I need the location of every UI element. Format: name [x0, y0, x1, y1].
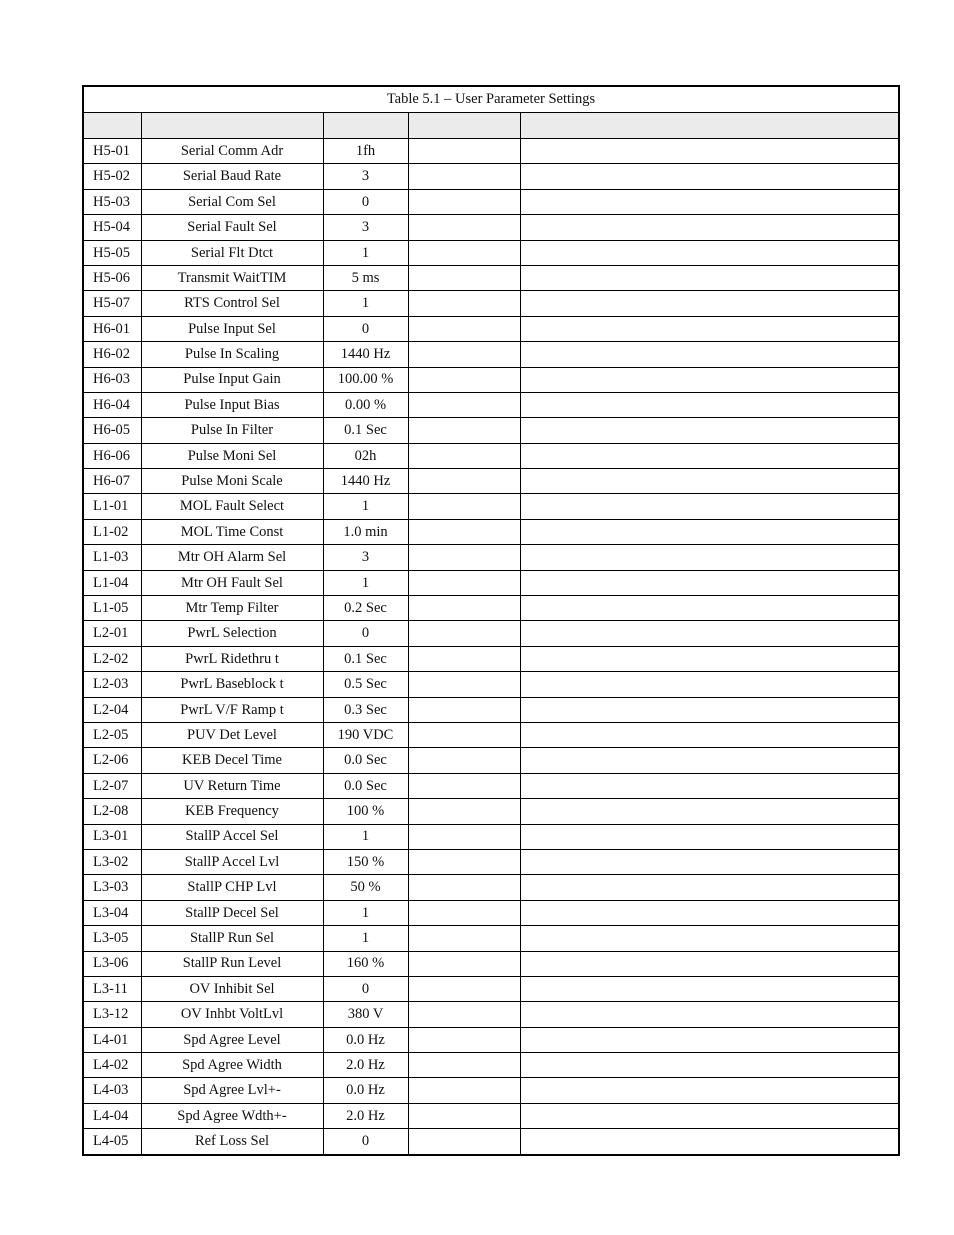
- default-value: 02h: [323, 443, 408, 468]
- parameter-code: L2-05: [83, 722, 141, 747]
- table-row: [83, 621, 899, 646]
- notes-cell: [520, 545, 899, 570]
- default-value: 1: [323, 926, 408, 951]
- notes-cell: [520, 672, 899, 697]
- notes-cell: [520, 164, 899, 189]
- table-row: [83, 646, 899, 671]
- notes-cell: [520, 646, 899, 671]
- parameter-name: Spd Agree Lvl+-: [141, 1078, 323, 1103]
- parameter-code: L3-01: [83, 824, 141, 849]
- default-value: 1440 Hz: [323, 469, 408, 494]
- notes-cell: [520, 215, 899, 240]
- default-value: 0.1 Sec: [323, 418, 408, 443]
- table-row: [83, 392, 899, 417]
- parameter-name: Pulse Input Gain: [141, 367, 323, 392]
- default-value: 190 VDC: [323, 722, 408, 747]
- parameter-code: L3-04: [83, 900, 141, 925]
- parameter-code: L4-03: [83, 1078, 141, 1103]
- parameter-name: PwrL V/F Ramp t: [141, 697, 323, 722]
- parameter-code: H5-06: [83, 265, 141, 290]
- setting-cell: [408, 697, 520, 722]
- table-row: [83, 1027, 899, 1052]
- parameter-name: PwrL Selection: [141, 621, 323, 646]
- setting-cell: [408, 316, 520, 341]
- default-value: 3: [323, 215, 408, 240]
- parameter-name: StallP CHP Lvl: [141, 875, 323, 900]
- default-value: 1: [323, 494, 408, 519]
- setting-cell: [408, 240, 520, 265]
- notes-cell: [520, 799, 899, 824]
- default-value: 0.0 Hz: [323, 1078, 408, 1103]
- setting-cell: [408, 722, 520, 747]
- notes-cell: [520, 976, 899, 1001]
- notes-cell: [520, 773, 899, 798]
- notes-cell: [520, 926, 899, 951]
- parameter-code: H5-03: [83, 189, 141, 214]
- table-row: [83, 799, 899, 824]
- notes-cell: [520, 1002, 899, 1027]
- header-cell: [520, 113, 899, 139]
- header-cell: [141, 113, 323, 139]
- notes-cell: [520, 494, 899, 519]
- setting-cell: [408, 1129, 520, 1155]
- parameter-code: H6-04: [83, 392, 141, 417]
- notes-cell: [520, 1129, 899, 1155]
- parameter-name: Pulse In Filter: [141, 418, 323, 443]
- parameter-code: L3-02: [83, 849, 141, 874]
- notes-cell: [520, 1027, 899, 1052]
- table-row: [83, 900, 899, 925]
- parameter-code: L1-04: [83, 570, 141, 595]
- setting-cell: [408, 951, 520, 976]
- default-value: 3: [323, 164, 408, 189]
- parameter-code: L2-02: [83, 646, 141, 671]
- page: [82, 85, 900, 1156]
- notes-cell: [520, 621, 899, 646]
- parameter-code: L1-03: [83, 545, 141, 570]
- default-value: 1fh: [323, 139, 408, 164]
- parameter-code: L2-06: [83, 748, 141, 773]
- default-value: 160 %: [323, 951, 408, 976]
- parameter-code: L2-03: [83, 672, 141, 697]
- table-row: [83, 342, 899, 367]
- table-row: [83, 722, 899, 747]
- table-row: [83, 519, 899, 544]
- default-value: 100 %: [323, 799, 408, 824]
- parameter-code: H5-04: [83, 215, 141, 240]
- table-row: [83, 824, 899, 849]
- notes-cell: [520, 824, 899, 849]
- setting-cell: [408, 1027, 520, 1052]
- parameter-name: OV Inhbt VoltLvl: [141, 1002, 323, 1027]
- default-value: 1.0 min: [323, 519, 408, 544]
- setting-cell: [408, 1103, 520, 1128]
- parameter-name: Mtr Temp Filter: [141, 596, 323, 621]
- setting-cell: [408, 291, 520, 316]
- table-row: [83, 672, 899, 697]
- notes-cell: [520, 367, 899, 392]
- user-parameter-table: [82, 85, 900, 1156]
- parameter-name: Pulse In Scaling: [141, 342, 323, 367]
- setting-cell: [408, 875, 520, 900]
- parameter-code: H6-05: [83, 418, 141, 443]
- default-value: 0.1 Sec: [323, 646, 408, 671]
- notes-cell: [520, 469, 899, 494]
- setting-cell: [408, 342, 520, 367]
- setting-cell: [408, 392, 520, 417]
- parameter-code: L4-05: [83, 1129, 141, 1155]
- parameter-code: H6-02: [83, 342, 141, 367]
- table-caption-row: [83, 86, 899, 113]
- parameter-name: Pulse Moni Sel: [141, 443, 323, 468]
- parameter-name: Spd Agree Wdth+-: [141, 1103, 323, 1128]
- default-value: 1: [323, 240, 408, 265]
- setting-cell: [408, 849, 520, 874]
- notes-cell: [520, 1053, 899, 1078]
- setting-cell: [408, 469, 520, 494]
- parameter-name: UV Return Time: [141, 773, 323, 798]
- default-value: 0: [323, 189, 408, 214]
- parameter-code: H6-06: [83, 443, 141, 468]
- parameter-code: L3-03: [83, 875, 141, 900]
- parameter-name: StallP Decel Sel: [141, 900, 323, 925]
- header-cell: [83, 113, 141, 139]
- table-row: [83, 773, 899, 798]
- table-row: [83, 545, 899, 570]
- default-value: 0.2 Sec: [323, 596, 408, 621]
- setting-cell: [408, 1053, 520, 1078]
- notes-cell: [520, 900, 899, 925]
- table-row: [83, 596, 899, 621]
- parameter-name: PwrL Baseblock t: [141, 672, 323, 697]
- parameter-name: StallP Accel Sel: [141, 824, 323, 849]
- parameter-name: OV Inhibit Sel: [141, 976, 323, 1001]
- notes-cell: [520, 316, 899, 341]
- parameter-name: PUV Det Level: [141, 722, 323, 747]
- parameter-code: L1-01: [83, 494, 141, 519]
- table-row: [83, 215, 899, 240]
- setting-cell: [408, 367, 520, 392]
- setting-cell: [408, 545, 520, 570]
- parameter-name: Serial Fault Sel: [141, 215, 323, 240]
- setting-cell: [408, 621, 520, 646]
- default-value: 0: [323, 1129, 408, 1155]
- parameter-code: L2-07: [83, 773, 141, 798]
- parameter-name: StallP Accel Lvl: [141, 849, 323, 874]
- table-row: [83, 926, 899, 951]
- table-caption: Table 5.1 – User Parameter Settings: [83, 86, 899, 113]
- table-row: [83, 469, 899, 494]
- parameter-code: L3-12: [83, 1002, 141, 1027]
- default-value: 0.0 Sec: [323, 748, 408, 773]
- default-value: 380 V: [323, 1002, 408, 1027]
- setting-cell: [408, 824, 520, 849]
- default-value: 0: [323, 976, 408, 1001]
- default-value: 5 ms: [323, 265, 408, 290]
- default-value: 2.0 Hz: [323, 1103, 408, 1128]
- table-row: [83, 1053, 899, 1078]
- table-row: [83, 748, 899, 773]
- table-row: [83, 697, 899, 722]
- parameter-name: StallP Run Sel: [141, 926, 323, 951]
- parameter-name: Pulse Input Bias: [141, 392, 323, 417]
- notes-cell: [520, 189, 899, 214]
- table-row: [83, 1129, 899, 1155]
- setting-cell: [408, 1078, 520, 1103]
- table-row: [83, 1002, 899, 1027]
- table-row: [83, 164, 899, 189]
- setting-cell: [408, 926, 520, 951]
- table-row: [83, 494, 899, 519]
- setting-cell: [408, 1002, 520, 1027]
- notes-cell: [520, 722, 899, 747]
- setting-cell: [408, 900, 520, 925]
- parameter-name: Ref Loss Sel: [141, 1129, 323, 1155]
- parameter-name: Serial Comm Adr: [141, 139, 323, 164]
- default-value: 50 %: [323, 875, 408, 900]
- parameter-code: H5-01: [83, 139, 141, 164]
- default-value: 1: [323, 900, 408, 925]
- setting-cell: [408, 265, 520, 290]
- parameter-code: L1-02: [83, 519, 141, 544]
- parameter-name: Spd Agree Level: [141, 1027, 323, 1052]
- parameter-name: Mtr OH Alarm Sel: [141, 545, 323, 570]
- notes-cell: [520, 418, 899, 443]
- setting-cell: [408, 215, 520, 240]
- notes-cell: [520, 342, 899, 367]
- table-row: [83, 976, 899, 1001]
- table-row: [83, 367, 899, 392]
- parameter-code: H6-01: [83, 316, 141, 341]
- parameter-code: H5-05: [83, 240, 141, 265]
- parameter-name: Mtr OH Fault Sel: [141, 570, 323, 595]
- default-value: 0: [323, 316, 408, 341]
- notes-cell: [520, 570, 899, 595]
- parameter-name: StallP Run Level: [141, 951, 323, 976]
- parameter-code: H5-07: [83, 291, 141, 316]
- parameter-code: L2-04: [83, 697, 141, 722]
- setting-cell: [408, 799, 520, 824]
- table-row: [83, 875, 899, 900]
- parameter-code: L4-04: [83, 1103, 141, 1128]
- setting-cell: [408, 443, 520, 468]
- notes-cell: [520, 596, 899, 621]
- setting-cell: [408, 418, 520, 443]
- default-value: 150 %: [323, 849, 408, 874]
- parameter-name: MOL Fault Select: [141, 494, 323, 519]
- table-row: [83, 849, 899, 874]
- setting-cell: [408, 748, 520, 773]
- default-value: 1: [323, 291, 408, 316]
- header-cell: [323, 113, 408, 139]
- parameter-name: KEB Frequency: [141, 799, 323, 824]
- table-row: [83, 139, 899, 164]
- parameter-name: PwrL Ridethru t: [141, 646, 323, 671]
- default-value: 0.3 Sec: [323, 697, 408, 722]
- table-row: [83, 951, 899, 976]
- default-value: 0.0 Sec: [323, 773, 408, 798]
- setting-cell: [408, 164, 520, 189]
- parameter-name: RTS Control Sel: [141, 291, 323, 316]
- table-row: [83, 418, 899, 443]
- setting-cell: [408, 139, 520, 164]
- parameter-code: L3-05: [83, 926, 141, 951]
- parameter-code: H6-03: [83, 367, 141, 392]
- table-row: [83, 443, 899, 468]
- notes-cell: [520, 951, 899, 976]
- parameter-name: Transmit WaitTIM: [141, 265, 323, 290]
- parameter-name: Serial Baud Rate: [141, 164, 323, 189]
- notes-cell: [520, 1103, 899, 1128]
- parameter-name: Serial Com Sel: [141, 189, 323, 214]
- parameter-code: L2-08: [83, 799, 141, 824]
- notes-cell: [520, 849, 899, 874]
- notes-cell: [520, 392, 899, 417]
- notes-cell: [520, 697, 899, 722]
- parameter-code: H5-02: [83, 164, 141, 189]
- default-value: 0.00 %: [323, 392, 408, 417]
- default-value: 1: [323, 570, 408, 595]
- parameter-code: L4-01: [83, 1027, 141, 1052]
- parameter-name: MOL Time Const: [141, 519, 323, 544]
- table-row: [83, 1103, 899, 1128]
- parameter-code: L2-01: [83, 621, 141, 646]
- parameter-code: L4-02: [83, 1053, 141, 1078]
- parameter-code: L3-11: [83, 976, 141, 1001]
- table-row: [83, 240, 899, 265]
- parameter-code: L1-05: [83, 596, 141, 621]
- notes-cell: [520, 875, 899, 900]
- table-row: [83, 291, 899, 316]
- default-value: 1: [323, 824, 408, 849]
- default-value: 3: [323, 545, 408, 570]
- table-row: [83, 265, 899, 290]
- table-header-row: [83, 113, 899, 139]
- table-row: [83, 316, 899, 341]
- parameter-name: Pulse Input Sel: [141, 316, 323, 341]
- notes-cell: [520, 240, 899, 265]
- notes-cell: [520, 139, 899, 164]
- parameter-name: Serial Flt Dtct: [141, 240, 323, 265]
- parameter-name: KEB Decel Time: [141, 748, 323, 773]
- default-value: 0.0 Hz: [323, 1027, 408, 1052]
- setting-cell: [408, 646, 520, 671]
- table-row: [83, 1078, 899, 1103]
- parameter-code: L3-06: [83, 951, 141, 976]
- notes-cell: [520, 265, 899, 290]
- default-value: 1440 Hz: [323, 342, 408, 367]
- setting-cell: [408, 976, 520, 1001]
- notes-cell: [520, 291, 899, 316]
- table-row: [83, 570, 899, 595]
- notes-cell: [520, 1078, 899, 1103]
- setting-cell: [408, 519, 520, 544]
- default-value: 2.0 Hz: [323, 1053, 408, 1078]
- default-value: 100.00 %: [323, 367, 408, 392]
- notes-cell: [520, 443, 899, 468]
- notes-cell: [520, 748, 899, 773]
- setting-cell: [408, 672, 520, 697]
- default-value: 0: [323, 621, 408, 646]
- table-row: [83, 189, 899, 214]
- setting-cell: [408, 189, 520, 214]
- header-cell: [408, 113, 520, 139]
- notes-cell: [520, 519, 899, 544]
- setting-cell: [408, 494, 520, 519]
- setting-cell: [408, 596, 520, 621]
- default-value: 0.5 Sec: [323, 672, 408, 697]
- parameter-name: Spd Agree Width: [141, 1053, 323, 1078]
- setting-cell: [408, 773, 520, 798]
- setting-cell: [408, 570, 520, 595]
- parameter-name: Pulse Moni Scale: [141, 469, 323, 494]
- parameter-code: H6-07: [83, 469, 141, 494]
